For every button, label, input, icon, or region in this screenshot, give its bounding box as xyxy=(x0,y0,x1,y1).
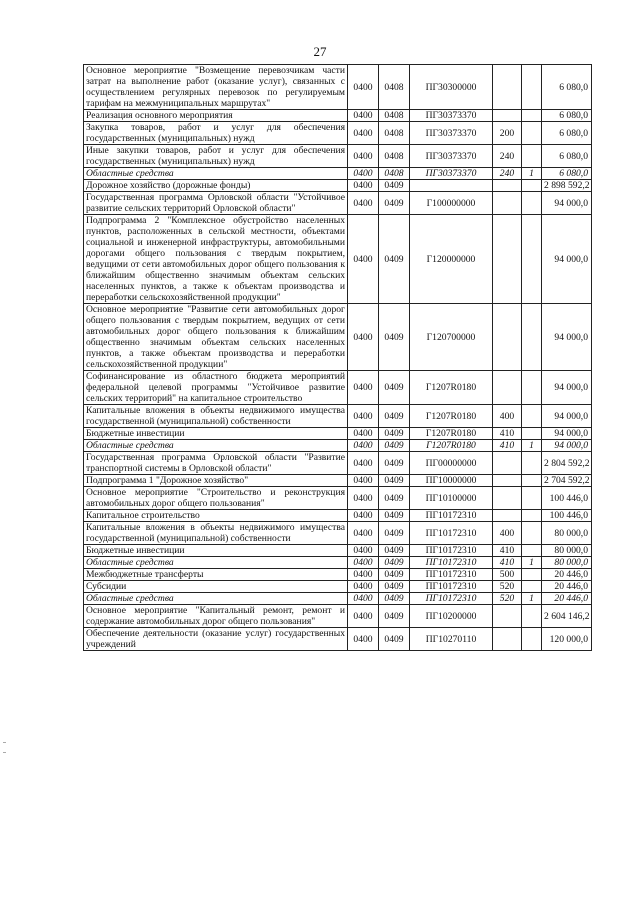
subsection-code: 0409 xyxy=(379,371,410,405)
subsection-code: 0408 xyxy=(379,65,410,110)
funding-source-code: 1 xyxy=(522,168,542,180)
subsection-code: 0409 xyxy=(379,581,410,593)
subsection-code: 0409 xyxy=(379,593,410,605)
budget-table xyxy=(83,64,592,651)
section-code: 0400 xyxy=(348,428,379,440)
subsection-code: 0409 xyxy=(379,440,410,452)
amount-value: 80 000,0 xyxy=(554,557,588,568)
funding-source-code: 1 xyxy=(522,557,542,569)
subsection-code: 0409 xyxy=(379,452,410,475)
subsection-code: 0409 xyxy=(379,405,410,428)
target-article-code: Г120700000 xyxy=(410,304,493,371)
subsection-code: 0409 xyxy=(379,180,410,192)
row-name: Подпрограмма 2 "Комплексное обустройство населенных пунктов, расположенных в сельской местности, объектами социальной и инженерной инфраструктуры, автомобильными дорогами общего пользования с твердым покрытием, ведущими от сети автомобильных дорог общего пользования к ближайшим общественно значимым объектам сельских населенных пунктов, а также к объектам производства и переработки сельскохозяйственной продукции" xyxy=(84,215,348,304)
funding-source-code xyxy=(522,510,542,522)
target-article-code: ПГ10172310 xyxy=(410,545,493,557)
section-code: 0400 xyxy=(348,65,379,110)
row-name: Основное мероприятие "Строительство и реконструкция автомобильных дорог общего пользования" xyxy=(84,487,348,510)
section-code: 0400 xyxy=(348,569,379,581)
funding-source-code xyxy=(522,569,542,581)
expense-type-code xyxy=(493,65,522,110)
amount: 100 446,0 xyxy=(542,510,592,522)
row-name: Софинансирование из областного бюджета мероприятий федеральной целевой программы "Устойчивое развитие сельских территорий" на капитальное строительство xyxy=(84,371,348,405)
expense-type-code: 200 xyxy=(493,122,522,145)
table-row xyxy=(84,593,592,605)
funding-source-code: 1 xyxy=(522,593,542,605)
table-row xyxy=(84,510,592,522)
table-row xyxy=(84,522,592,545)
row-name: Основное мероприятие "Капитальный ремонт, ремонт и содержание автомобильных дорог общего пользования" xyxy=(84,605,348,628)
section-code: 0400 xyxy=(348,440,379,452)
funding-source-code xyxy=(522,522,542,545)
section-code: 0400 xyxy=(348,510,379,522)
table-row xyxy=(84,168,592,180)
subsection-code: 0409 xyxy=(379,545,410,557)
row-name: Межбюджетные трансферты xyxy=(84,569,348,581)
funding-source-code xyxy=(522,487,542,510)
row-name: Подпрограмма 1 "Дорожное хозяйство" xyxy=(84,475,348,487)
subsection-code: 0409 xyxy=(379,304,410,371)
funding-source-code xyxy=(522,628,542,651)
target-article-code: ПГ10270110 xyxy=(410,628,493,651)
page-number: 27 xyxy=(313,44,327,59)
section-code: 0400 xyxy=(348,475,379,487)
row-name: Капитальные вложения в объекты недвижимого имущества государственной (муниципальной) собственности xyxy=(84,405,348,428)
table-row xyxy=(84,428,592,440)
row-name: Областные средства xyxy=(84,168,348,180)
amount-value: 94 000,0 xyxy=(554,440,588,451)
table-row xyxy=(84,145,592,168)
section-code: 0400 xyxy=(348,545,379,557)
section-code: 0400 xyxy=(348,628,379,651)
table-row xyxy=(84,487,592,510)
target-article-code: ПГ30373370 xyxy=(410,168,493,180)
table-row xyxy=(84,569,592,581)
target-article-code: ПГ10172310 xyxy=(410,510,493,522)
table-row xyxy=(84,65,592,110)
amount: 80 000,0 xyxy=(542,545,592,557)
funding-source-code xyxy=(522,475,542,487)
subsection-code: 0409 xyxy=(379,605,410,628)
funding-source-code xyxy=(522,428,542,440)
subsection-code: 0408 xyxy=(379,168,410,180)
row-name: Капитальные вложения в объекты недвижимого имущества государственной (муниципальной) собственности xyxy=(84,522,348,545)
funding-source-code xyxy=(522,180,542,192)
expense-type-code: 520 xyxy=(493,581,522,593)
row-name: Государственная программа Орловской области "Развитие транспортной системы в Орловской области" xyxy=(84,452,348,475)
funding-source-code xyxy=(522,122,542,145)
amount: 94 000,0 xyxy=(542,405,592,428)
row-name: Закупка товаров, работ и услуг для обеспечения государственных (муниципальных) нужд xyxy=(84,122,348,145)
expense-type-code: 410 xyxy=(493,545,522,557)
amount: 100 446,0 xyxy=(542,487,592,510)
row-name: Государственная программа Орловской области "Устойчивое развитие сельских территорий Орловской области" xyxy=(84,192,348,215)
funding-source-code xyxy=(522,304,542,371)
funding-source-code xyxy=(522,110,542,122)
subsection-code: 0409 xyxy=(379,522,410,545)
subsection-code: 0409 xyxy=(379,192,410,215)
section-code: 0400 xyxy=(348,371,379,405)
section-code: 0400 xyxy=(348,145,379,168)
table-row xyxy=(84,180,592,192)
amount: 80 000,0 xyxy=(542,522,592,545)
row-name: Обеспечение деятельности (оказание услуг) государственных учреждений xyxy=(84,628,348,651)
target-article-code: ПГ10172310 xyxy=(410,557,493,569)
expense-type-code: 410 xyxy=(493,428,522,440)
target-article-code: Г1207R0180 xyxy=(410,371,493,405)
row-name: Иные закупки товаров, работ и услуг для обеспечения государственных (муниципальных) нужд xyxy=(84,145,348,168)
table-row xyxy=(84,557,592,569)
target-article-code: Г1207R0180 xyxy=(410,405,493,428)
amount xyxy=(542,168,592,180)
subsection-code: 0409 xyxy=(379,628,410,651)
amount: 94 000,0 xyxy=(542,371,592,405)
target-article-code: ПГ00000000 xyxy=(410,452,493,475)
amount: 94 000,0 xyxy=(542,192,592,215)
section-code: 0400 xyxy=(348,581,379,593)
funding-source-code xyxy=(522,405,542,428)
target-article-code: Г120000000 xyxy=(410,215,493,304)
row-name: Капитальное строительство xyxy=(84,510,348,522)
amount: 2 704 592,2 xyxy=(542,475,592,487)
section-code: 0400 xyxy=(348,304,379,371)
section-code: 0400 xyxy=(348,122,379,145)
section-code: 0400 xyxy=(348,110,379,122)
subsection-code: 0408 xyxy=(379,145,410,168)
amount: 94 000,0 xyxy=(542,215,592,304)
expense-type-code: 240 xyxy=(493,145,522,168)
section-code: 0400 xyxy=(348,180,379,192)
expense-type-code: 400 xyxy=(493,405,522,428)
subsection-code: 0409 xyxy=(379,475,410,487)
expense-type-code xyxy=(493,605,522,628)
amount: 6 080,0 xyxy=(542,122,592,145)
table-row xyxy=(84,452,592,475)
amount-value: 6 080,0 xyxy=(559,168,588,179)
section-code: 0400 xyxy=(348,593,379,605)
funding-source-code xyxy=(522,145,542,168)
table-row xyxy=(84,440,592,452)
table-row xyxy=(84,628,592,651)
target-article-code: Г1207R0180 xyxy=(410,428,493,440)
row-name: Дорожное хозяйство (дорожные фонды) xyxy=(84,180,348,192)
subsection-code: 0408 xyxy=(379,110,410,122)
funding-source-code xyxy=(522,545,542,557)
table-body xyxy=(84,65,592,651)
target-article-code: ПГ10000000 xyxy=(410,475,493,487)
amount: 6 080,0 xyxy=(542,65,592,110)
amount: 20 446,0 xyxy=(542,581,592,593)
target-article-code xyxy=(410,180,493,192)
expense-type-code xyxy=(493,304,522,371)
subsection-code: 0409 xyxy=(379,215,410,304)
target-article-code: ПГ30373370 xyxy=(410,122,493,145)
subsection-code: 0409 xyxy=(379,569,410,581)
table-row xyxy=(84,215,592,304)
funding-source-code xyxy=(522,65,542,110)
table-row xyxy=(84,110,592,122)
subsection-code: 0409 xyxy=(379,487,410,510)
expense-type-code xyxy=(493,192,522,215)
funding-source-code xyxy=(522,581,542,593)
amount: 6 080,0 xyxy=(542,145,592,168)
amount-value: 20 446,0 xyxy=(554,593,588,604)
row-name: Областные средства xyxy=(84,440,348,452)
section-code: 0400 xyxy=(348,557,379,569)
target-article-code: ПГ10172310 xyxy=(410,593,493,605)
amount xyxy=(542,557,592,569)
table-row xyxy=(84,304,592,371)
section-code: 0400 xyxy=(348,605,379,628)
target-article-code: ПГ10172310 xyxy=(410,569,493,581)
section-code: 0400 xyxy=(348,452,379,475)
margin-mark xyxy=(3,742,6,743)
amount: 2 604 146,2 xyxy=(542,605,592,628)
expense-type-code xyxy=(493,110,522,122)
funding-source-code xyxy=(522,215,542,304)
expense-type-code xyxy=(493,628,522,651)
section-code: 0400 xyxy=(348,168,379,180)
subsection-code: 0409 xyxy=(379,557,410,569)
amount: 120 000,0 xyxy=(542,628,592,651)
row-name: Основное мероприятие "Возмещение перевозчикам части затрат на выполнение работ (оказание услуг), связанных с осуществлением регулярных перевозок по регулируемым тарифам на межмуниципальных маршрутах" xyxy=(84,65,348,110)
expense-type-code xyxy=(493,215,522,304)
table-row xyxy=(84,122,592,145)
amount: 6 080,0 xyxy=(542,110,592,122)
expense-type-code xyxy=(493,371,522,405)
table-row xyxy=(84,581,592,593)
table-row xyxy=(84,605,592,628)
row-name: Субсидии xyxy=(84,581,348,593)
target-article-code: ПГ30373370 xyxy=(410,110,493,122)
table-row xyxy=(84,545,592,557)
row-name: Реализация основного мероприятия xyxy=(84,110,348,122)
funding-source-code xyxy=(522,192,542,215)
section-code: 0400 xyxy=(348,192,379,215)
target-article-code: ПГ10200000 xyxy=(410,605,493,628)
expense-type-code: 410 xyxy=(493,440,522,452)
expense-type-code: 520 xyxy=(493,593,522,605)
funding-source-code xyxy=(522,605,542,628)
row-name: Основное мероприятие "Развитие сети автомобильных дорог общего пользования с твердым покрытием, ведущих от сети автомобильных дорог общего пользования к ближайшим общественно значимым объектам сельских населенных пунктов, а также объектам производства и переработки сельскохозяйственной продукции" xyxy=(84,304,348,371)
amount xyxy=(542,440,592,452)
expense-type-code: 410 xyxy=(493,557,522,569)
target-article-code: ПГ30300000 xyxy=(410,65,493,110)
subsection-code: 0408 xyxy=(379,122,410,145)
expense-type-code xyxy=(493,510,522,522)
expense-type-code xyxy=(493,180,522,192)
target-article-code: Г100000000 xyxy=(410,192,493,215)
expense-type-code: 240 xyxy=(493,168,522,180)
funding-source-code: 1 xyxy=(522,440,542,452)
expense-type-code xyxy=(493,452,522,475)
expense-type-code xyxy=(493,487,522,510)
target-article-code: ПГ30373370 xyxy=(410,145,493,168)
section-code: 0400 xyxy=(348,522,379,545)
expense-type-code xyxy=(493,475,522,487)
table-row xyxy=(84,371,592,405)
target-article-code: Г1207R0180 xyxy=(410,440,493,452)
table-row xyxy=(84,475,592,487)
row-name: Бюджетные инвестиции xyxy=(84,428,348,440)
funding-source-code xyxy=(522,371,542,405)
amount: 94 000,0 xyxy=(542,304,592,371)
target-article-code: ПГ10100000 xyxy=(410,487,493,510)
target-article-code: ПГ10172310 xyxy=(410,581,493,593)
target-article-code: ПГ10172310 xyxy=(410,522,493,545)
amount: 2 898 592,2 xyxy=(542,180,592,192)
section-code: 0400 xyxy=(348,405,379,428)
row-name: Областные средства xyxy=(84,593,348,605)
expense-type-code: 500 xyxy=(493,569,522,581)
subsection-code: 0409 xyxy=(379,428,410,440)
amount xyxy=(542,593,592,605)
section-code: 0400 xyxy=(348,487,379,510)
expense-type-code: 400 xyxy=(493,522,522,545)
table-row xyxy=(84,192,592,215)
funding-source-code xyxy=(522,452,542,475)
row-name: Областные средства xyxy=(84,557,348,569)
table-row xyxy=(84,405,592,428)
subsection-code: 0409 xyxy=(379,510,410,522)
section-code: 0400 xyxy=(348,215,379,304)
margin-mark xyxy=(3,752,6,753)
amount: 2 804 592,2 xyxy=(542,452,592,475)
amount: 20 446,0 xyxy=(542,569,592,581)
amount: 94 000,0 xyxy=(542,428,592,440)
row-name: Бюджетные инвестиции xyxy=(84,545,348,557)
